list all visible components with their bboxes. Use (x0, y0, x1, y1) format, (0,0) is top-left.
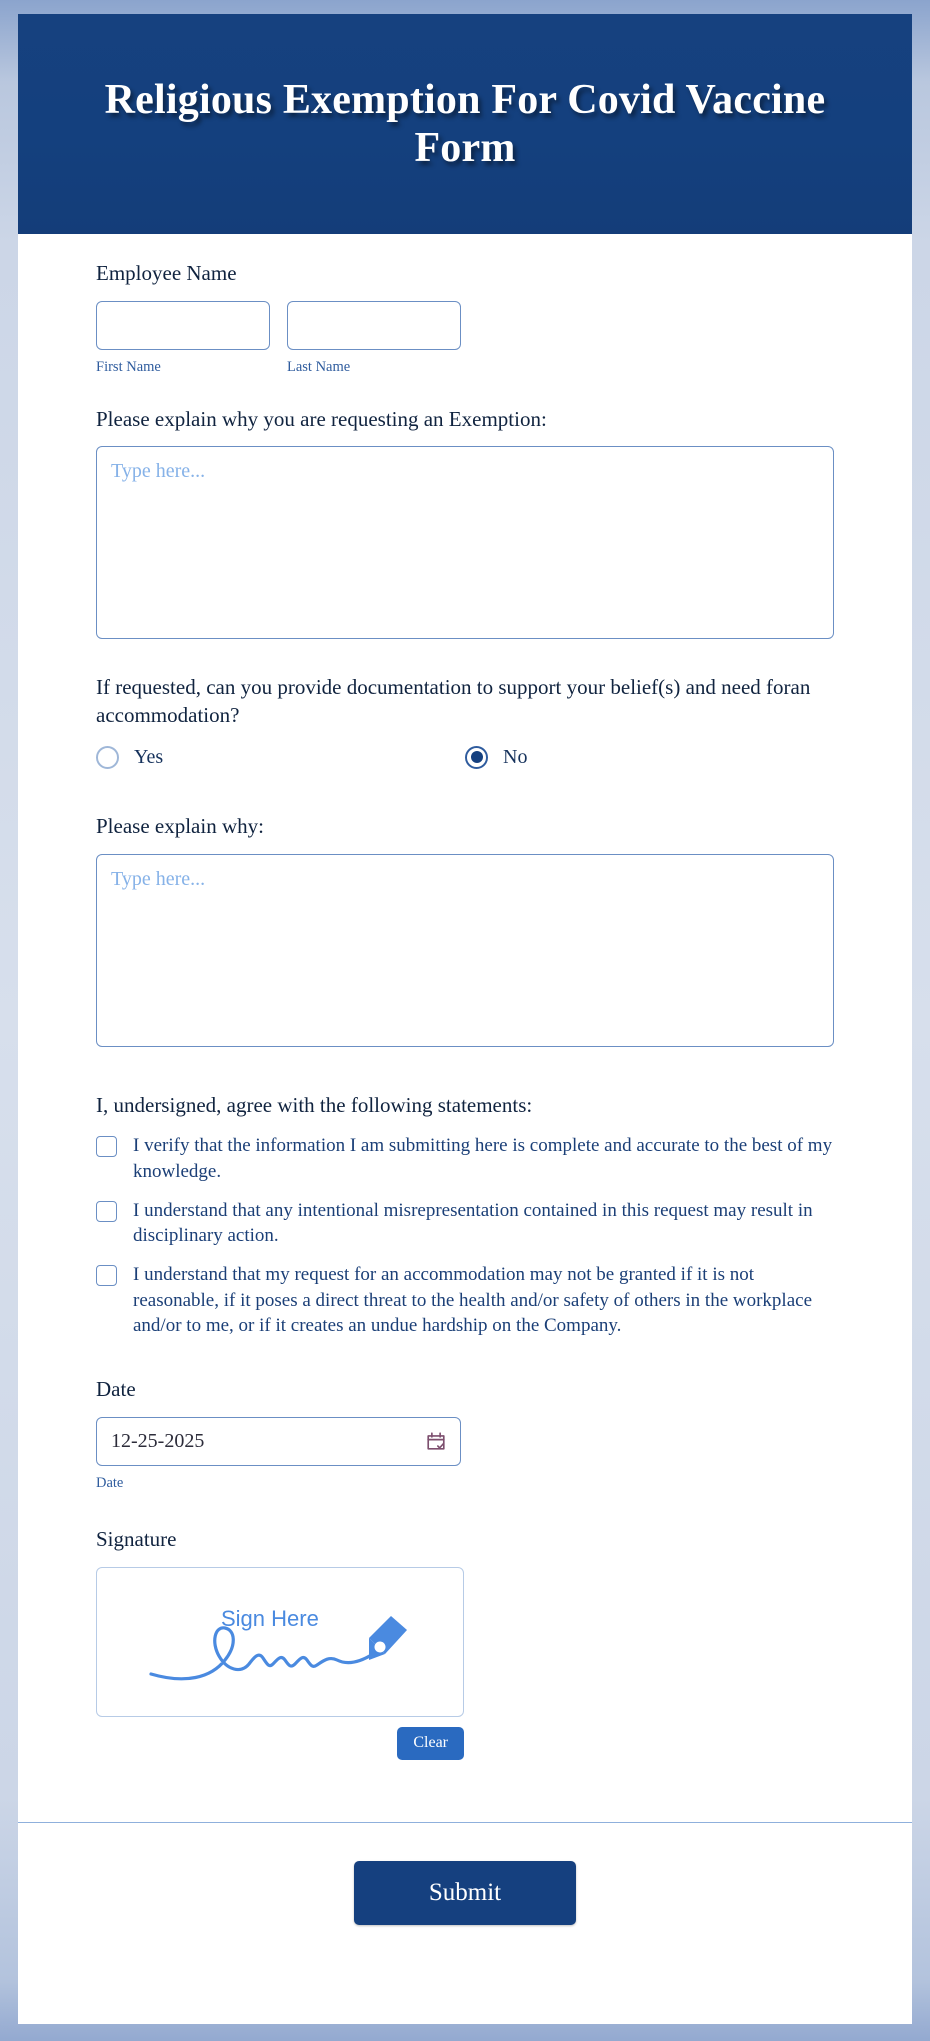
last-name-group (287, 301, 461, 376)
signature-placeholder (145, 1598, 415, 1686)
checkbox-accommodation-risk[interactable] (96, 1265, 117, 1286)
date-input[interactable] (96, 1417, 461, 1466)
signature-canvas[interactable] (96, 1567, 464, 1717)
documentation-question-label: If requested, can you provide documentation to support your belief(s) and need foran accommodation? (96, 675, 811, 728)
agreements-checkbox-list (96, 1133, 834, 1338)
date-sublabel: Date (96, 1474, 124, 1491)
clear-signature-button[interactable]: Clear (397, 1727, 464, 1760)
agreement-item[interactable] (96, 1133, 834, 1184)
agreement-item[interactable] (96, 1198, 834, 1249)
radio-circle-no[interactable] (465, 746, 488, 769)
explain-why-label: Please explain why: (96, 813, 264, 838)
first-name-group (96, 301, 270, 376)
documentation-question-field (96, 674, 834, 768)
exemption-reason-textarea[interactable] (96, 446, 834, 639)
exemption-reason-label: Please explain why you are requesting an Exemption: (96, 406, 547, 431)
form-container (18, 14, 912, 2024)
documentation-radio-group (96, 746, 834, 769)
calendar-check-icon[interactable] (425, 1430, 447, 1452)
name-row (96, 301, 834, 376)
agreement-text: I understand that any intentional misrepresentation contained in this request may result in disciplinary action. (133, 1199, 813, 1247)
date-label: Date (96, 1377, 136, 1402)
radio-circle-yes[interactable] (96, 746, 119, 769)
submit-button[interactable]: Submit (354, 1861, 576, 1925)
employee-name-field (96, 260, 834, 376)
last-name-sublabel: Last Name (287, 358, 351, 375)
agreement-text: I understand that my request for an accommodation may not be granted if it is not reasonable, if it poses a direct threat to the health and/or safety of others in the workplace and/or to me, or if it creates an undue hardship on the Company. (133, 1264, 812, 1336)
checkbox-verify-information[interactable] (96, 1136, 117, 1157)
exemption-reason-field (96, 406, 834, 645)
explain-why-field (96, 813, 834, 1052)
signature-hint-text: Sign Here (221, 1605, 319, 1631)
first-name-input[interactable] (96, 301, 270, 350)
radio-option-yes[interactable] (96, 746, 465, 769)
agreement-text: I verify that the information I am submitting here is complete and accurate to the best of my knowledge. (133, 1135, 833, 1182)
form-footer (18, 1822, 912, 1971)
date-field (96, 1376, 834, 1492)
date-input-wrapper (96, 1417, 461, 1466)
explain-why-textarea[interactable] (96, 854, 834, 1047)
last-name-input[interactable] (287, 301, 461, 350)
radio-label-yes: Yes (134, 745, 164, 768)
radio-option-no[interactable] (465, 746, 834, 769)
agreements-label: I, undersigned, agree with the following statements: (96, 1092, 533, 1117)
agreement-item[interactable] (96, 1262, 834, 1338)
first-name-sublabel: First Name (96, 358, 161, 375)
agreements-field (96, 1092, 834, 1339)
employee-name-label: Employee Name (96, 261, 237, 285)
form-header (18, 14, 912, 234)
page-title: Religious Exemption For Covid Vaccine Form (104, 76, 826, 171)
signature-field (96, 1526, 834, 1760)
checkbox-misrepresentation[interactable] (96, 1201, 117, 1222)
form-body (18, 234, 912, 1800)
signature-label: Signature (96, 1526, 177, 1551)
radio-label-no: No (503, 745, 528, 768)
clear-button-row (96, 1727, 464, 1760)
